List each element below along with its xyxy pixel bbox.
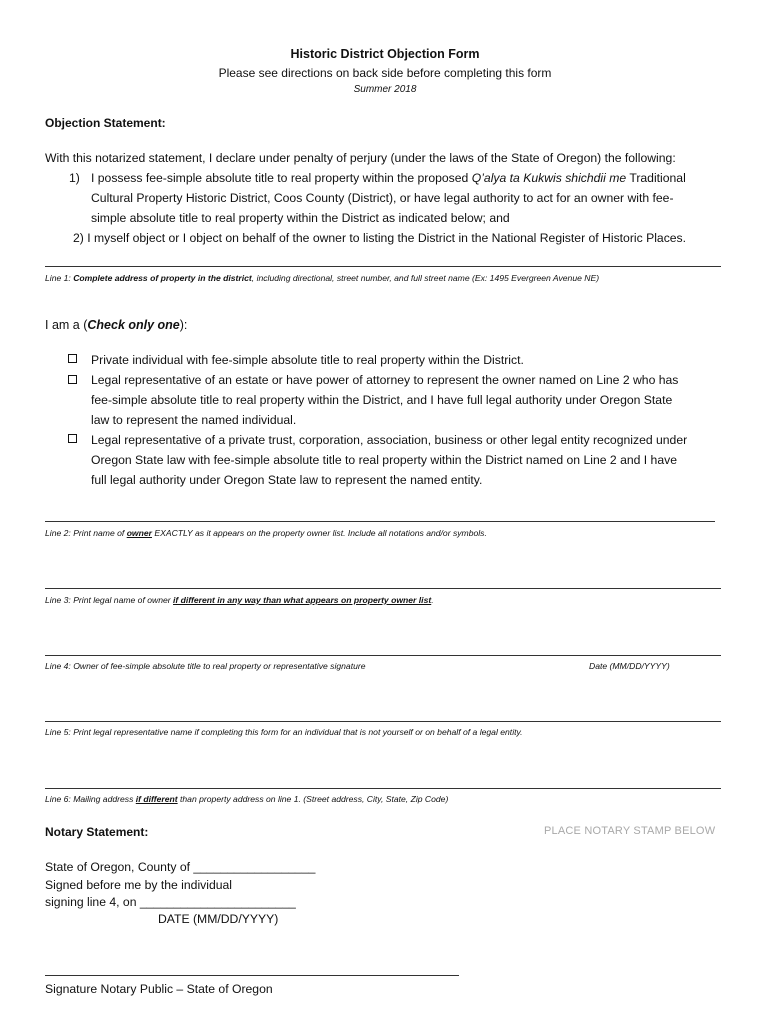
line3-caption — [45, 595, 434, 605]
line2-caption — [45, 528, 487, 538]
line6-b: if different — [135, 794, 178, 804]
check-intro — [45, 318, 187, 332]
option3-line1: Legal representative of a private trust, corporation, association, business or other legal entity recognized under — [91, 433, 688, 447]
notary-county[interactable]: State of Oregon, County of __________________ — [45, 860, 316, 874]
check-intro-a: I am a ( — [45, 318, 88, 332]
line5-field[interactable] — [45, 721, 721, 722]
notary-signature-field[interactable] — [45, 975, 459, 976]
line3-b: if different in any way than what appears on property owner list — [173, 595, 432, 605]
option2-line3: law to represent the named individual. — [91, 413, 297, 427]
notary-signed-line2[interactable]: signing line 4, on _______________________ — [45, 895, 296, 909]
line3-field[interactable] — [45, 588, 721, 589]
item1-text-a: I possess fee-simple absolute title to real property within the proposed — [91, 171, 472, 185]
item1-line2: Cultural Property Historic District, Coos County (District), or have legal authority to act for an owner with fee- — [91, 191, 674, 205]
notary-heading: Notary Statement: — [45, 825, 149, 839]
line1-rest: , including directional, street number, and full street name (Ex: 1495 Evergreen Avenue NE) — [251, 273, 600, 283]
check-intro-b: Check only one — [87, 318, 180, 332]
line2-a: Line 2: Print name of — [45, 528, 127, 538]
form-subtitle: Please see directions on back side before completing this form — [218, 66, 552, 80]
notary-signed-line1: Signed before me by the individual — [45, 878, 232, 892]
line6-field[interactable] — [45, 788, 721, 789]
notary-stamp-label: PLACE NOTARY STAMP BELOW — [544, 825, 716, 837]
check-intro-c: ): — [179, 318, 188, 332]
item2: 2) I myself object or I object on behalf of the owner to listing the District in the National Register of Historic Places. — [73, 231, 687, 245]
line6-a: Line 6: Mailing address — [45, 794, 136, 804]
line1-caption — [45, 273, 599, 283]
line1-prefix: Line 1: — [45, 273, 74, 283]
line6-caption — [45, 794, 448, 804]
item1-text-b: Traditional — [626, 171, 686, 185]
line4-date-caption: Date (MM/DD/YYYY) — [589, 661, 670, 671]
line6-c: than property address on line 1. (Street address, City, State, Zip Code) — [177, 794, 449, 804]
option2-line2: fee-simple absolute title to real property within the District, and I have full legal authority under Oregon State — [91, 393, 673, 407]
checkbox-private-individual[interactable] — [68, 354, 77, 363]
district-name: Q’alya ta Kukwis shichdii me — [471, 171, 627, 185]
line4-field[interactable] — [45, 655, 721, 656]
line4-caption: Line 4: Owner of fee-simple absolute title to real property or representative signature — [45, 661, 366, 671]
notary-signature-label: Signature Notary Public – State of Oregon — [45, 982, 273, 996]
line1-bold: Complete address of property in the district — [73, 273, 252, 283]
line2-c: EXACTLY as it appears on the property owner list. Include all notations and/or symbols. — [152, 528, 487, 538]
line1-field[interactable] — [45, 266, 721, 267]
option1-label: Private individual with fee-simple absolute title to real property within the District. — [91, 353, 524, 367]
checkbox-legal-representative-estate[interactable] — [68, 375, 77, 384]
item1-line1 — [91, 168, 686, 188]
option2-line1: Legal representative of an estate or have power of attorney to represent the owner named on Line 2 who has — [91, 373, 679, 387]
form-title: Historic District Objection Form — [290, 47, 480, 61]
line3-a: Line 3: Print legal name of owner — [45, 595, 174, 605]
line2-field[interactable] — [45, 521, 715, 522]
line3-c: . — [431, 595, 434, 605]
option3-line2: Oregon State law with fee-simple absolute title to real property within the District named on Line 2 and I have — [91, 453, 677, 467]
form-season: Summer 2018 — [353, 84, 417, 95]
line2-b: owner — [126, 528, 152, 538]
notary-date-label: DATE (MM/DD/YYYY) — [158, 912, 279, 926]
line5-caption: Line 5: Print legal representative name if completing this form for an individual that is not yourself or on behalf of a legal entity. — [45, 727, 523, 737]
objection-intro: With this notarized statement, I declare under penalty of perjury (under the laws of the State of Oregon) the following: — [45, 151, 676, 165]
checkbox-legal-representative-entity[interactable] — [68, 434, 77, 443]
item1-line3: simple absolute title to real property within the District as indicated below; and — [91, 211, 510, 225]
objection-heading: Objection Statement: — [45, 116, 166, 130]
item1-number: 1) — [69, 171, 80, 185]
option3-line3: full legal authority under Oregon State law to represent the named entity. — [91, 473, 483, 487]
